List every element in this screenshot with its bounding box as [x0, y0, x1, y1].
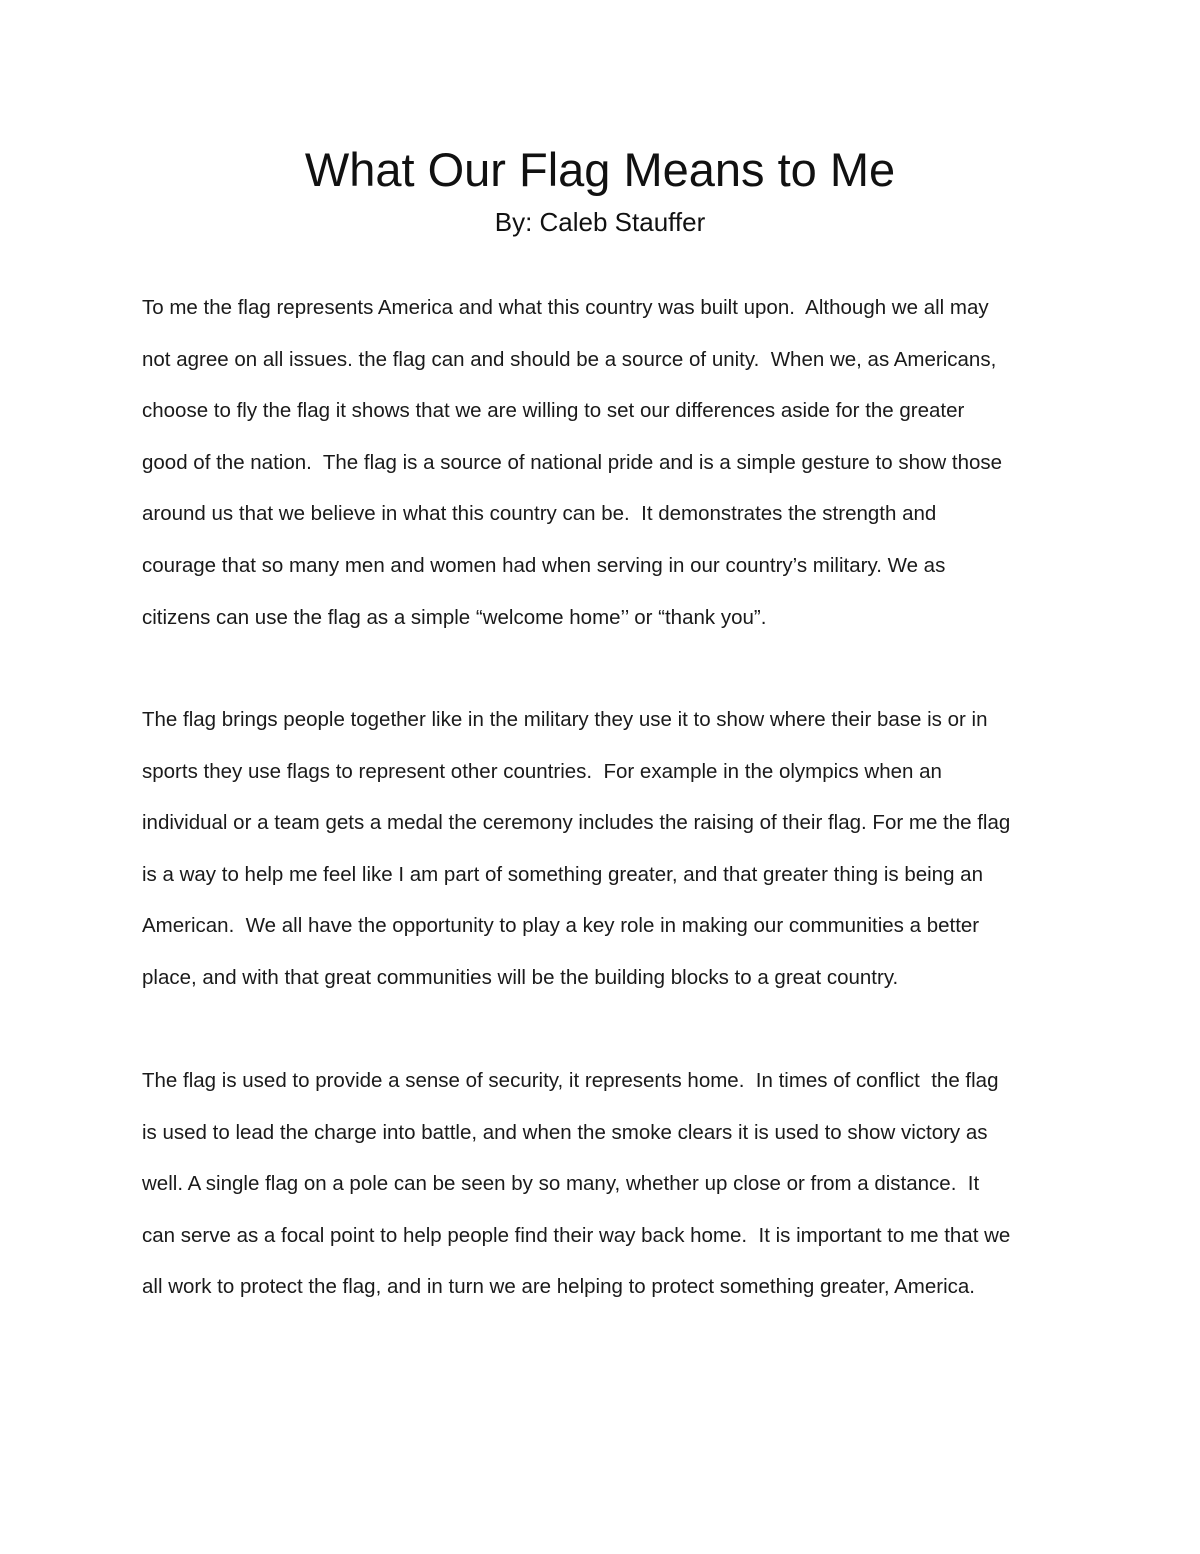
text-line: To me the flag represents America and what this country was built upon. Although we all may — [142, 296, 989, 319]
text-line: not agree on all issues. the flag can and should be a source of unity. When we, as Americans, — [142, 347, 997, 371]
text-line: is a way to help me feel like I am part of something greater, and that greater thing is being an — [142, 862, 983, 886]
text-line: The flag brings people together like in the military they use it to show where their base is or in — [142, 708, 988, 731]
text-line: good of the nation. The flag is a source of national pride and is a simple gesture to show those — [142, 450, 1003, 474]
text-line: American. We all have the opportunity to play a key role in making our communities a better — [142, 914, 980, 938]
text-line: well. A single flag on a pole can be seen by so many, whether up close or from a distance. It — [142, 1172, 980, 1196]
text-line: all work to protect the flag, and in turn we are helping to protect something greater, America. — [142, 1275, 975, 1299]
page-title: What Our Flag Means to Me — [304, 143, 896, 196]
text-line: can serve as a focal point to help people find their way back home. It is important to me that we — [142, 1223, 1011, 1247]
text-line: courage that so many men and women had when serving in our country’s military. We as — [142, 553, 946, 577]
paragraph-1 — [142, 282, 1082, 643]
author-byline: By: Caleb Stauffer — [494, 207, 706, 237]
text-line: citizens can use the flag as a simple “welcome home’’ or “thank you”. — [142, 605, 767, 629]
text-line: individual or a team gets a medal the ceremony includes the raising of their flag. For me the flag — [142, 811, 1011, 835]
text-line: The flag is used to provide a sense of security, it represents home. In times of conflict the flag — [142, 1069, 999, 1092]
text-line: place, and with that great communities will be the building blocks to a great country. — [142, 965, 899, 989]
text-line: is used to lead the charge into battle, and when the smoke clears it is used to show victory as — [142, 1120, 988, 1144]
paragraph-3 — [142, 1055, 1082, 1313]
text-line: choose to fly the flag it shows that we are willing to set our differences aside for the greater — [142, 399, 965, 423]
text-line: sports they use flags to represent other countries. For example in the olympics when an — [142, 759, 942, 783]
text-line: around us that we believe in what this country can be. It demonstrates the strength and — [142, 502, 937, 526]
paragraph-2 — [142, 694, 1082, 1004]
